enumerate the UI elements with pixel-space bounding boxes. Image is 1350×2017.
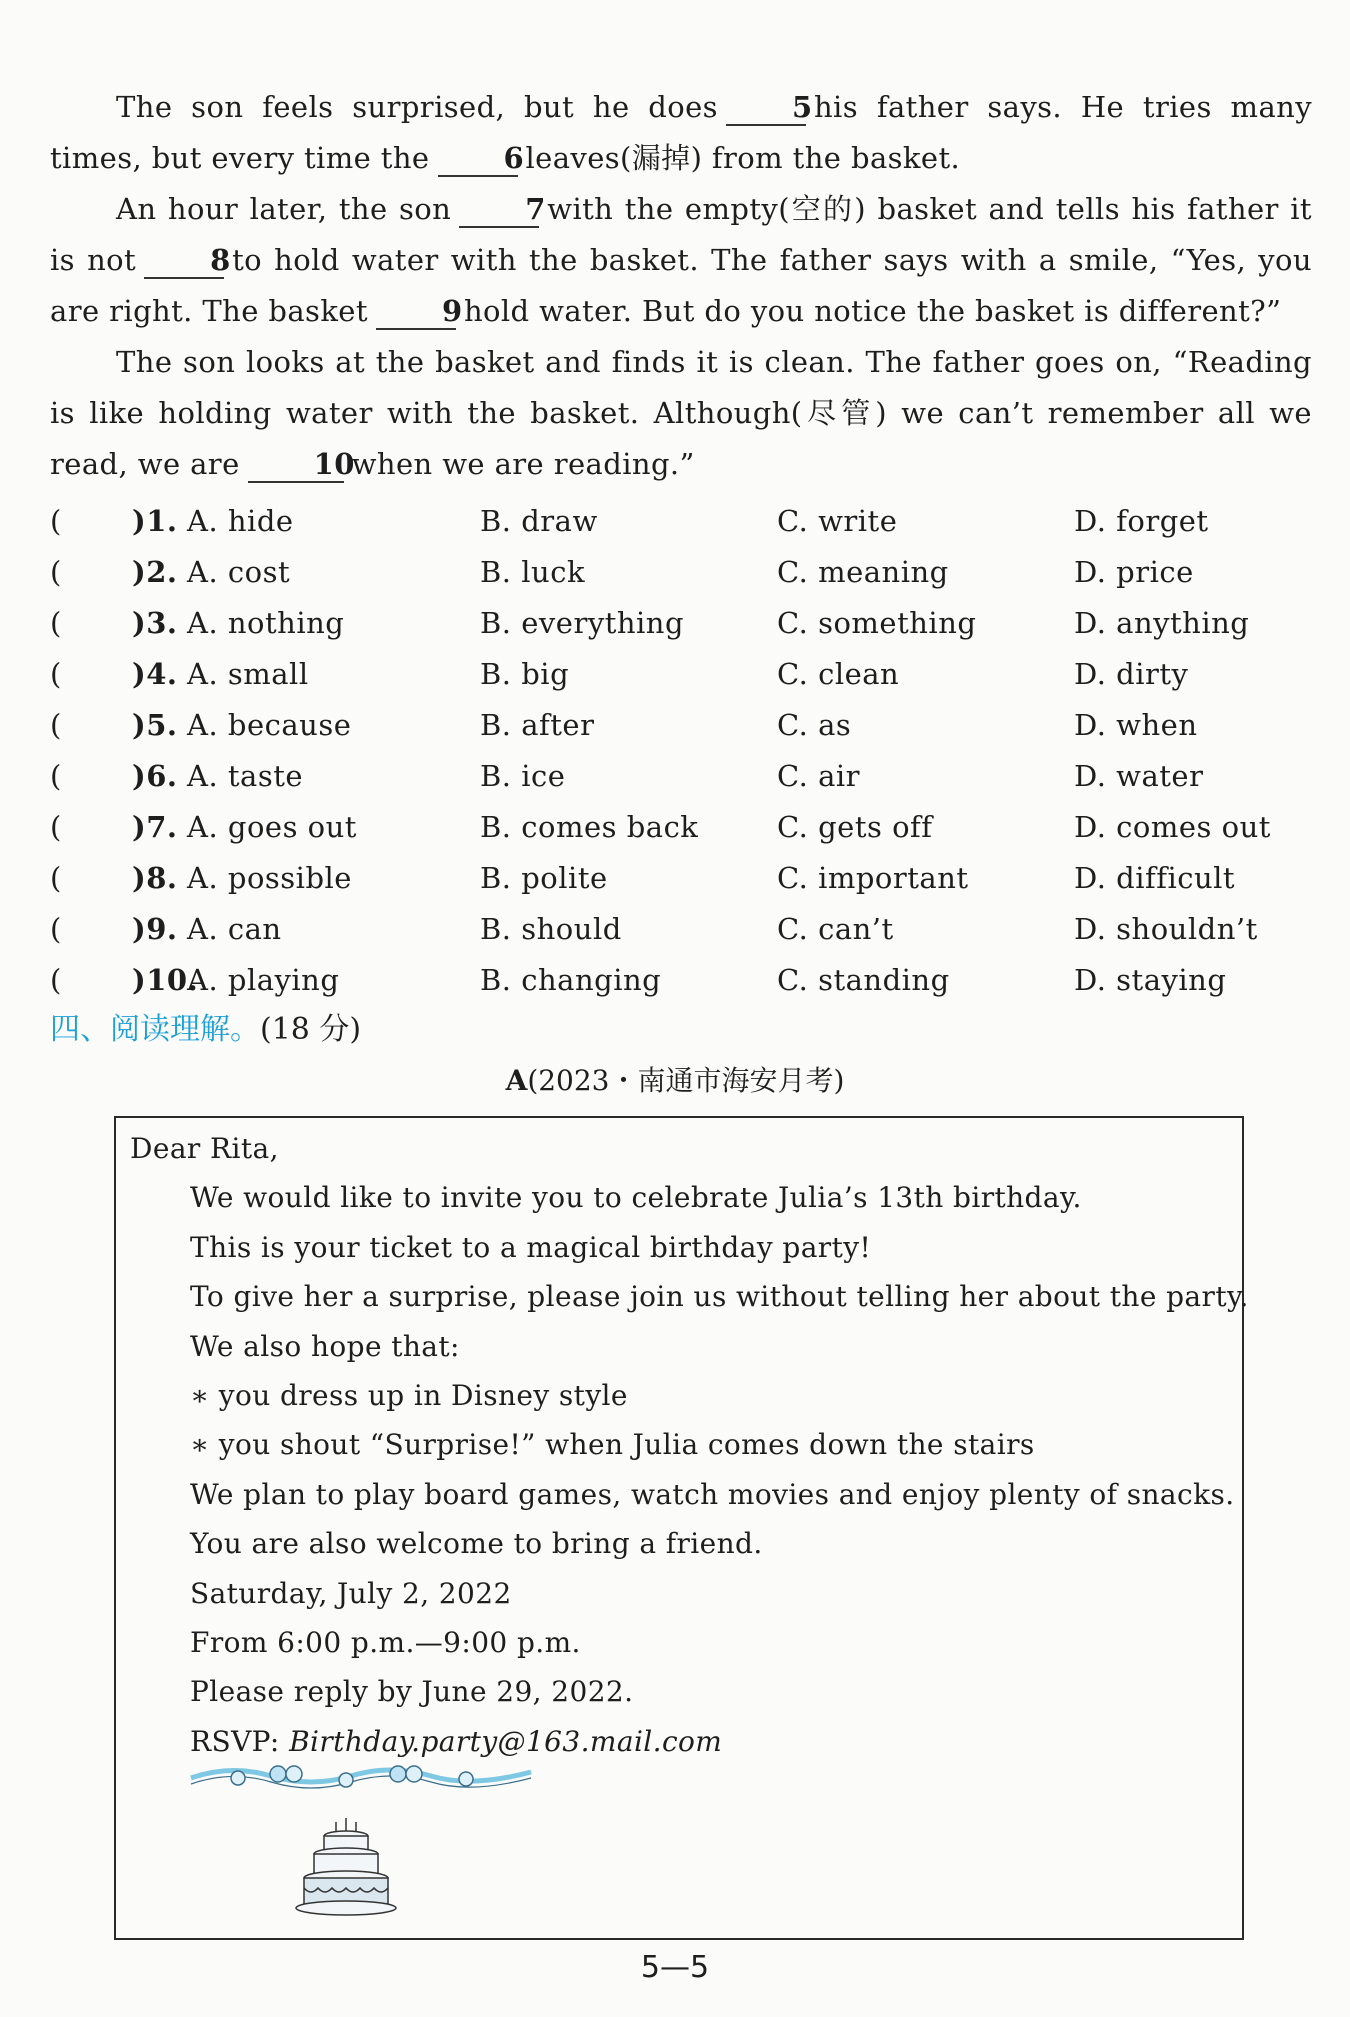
option-d[interactable]: D. shouldn’t — [1074, 912, 1258, 946]
option-b[interactable]: B. everything — [480, 606, 685, 640]
cloze-passage — [50, 82, 1312, 490]
option-c[interactable]: C. clean — [777, 657, 900, 691]
option-c[interactable]: C. important — [777, 861, 969, 895]
option-d[interactable]: D. staying — [1074, 963, 1227, 997]
answer-options — [50, 496, 1312, 1006]
blank-5: 5 — [726, 90, 806, 126]
letter-line: We also hope that: — [190, 1329, 460, 1363]
rsvp-label: RSVP: — [190, 1724, 290, 1758]
birthday-decoration-image — [186, 1758, 546, 1928]
passage-text: hold water. But do you notice the basket is different?” — [463, 294, 1282, 328]
option-a[interactable]: A. hide — [187, 504, 294, 538]
option-b[interactable]: B. ice — [480, 759, 566, 793]
letter-greeting: Dear Rita, — [130, 1132, 279, 1165]
option-c[interactable]: C. as — [777, 708, 852, 742]
question-row — [50, 751, 1312, 802]
option-c[interactable]: C. something — [777, 606, 977, 640]
question-number: )1. — [132, 504, 178, 538]
ribbon-garland-icon — [191, 1766, 531, 1788]
option-a[interactable]: A. can — [187, 912, 282, 946]
option-b[interactable]: B. should — [480, 912, 622, 946]
page-number: 5—5 — [640, 1950, 710, 1985]
passage-paragraph-1 — [50, 82, 1312, 184]
option-a[interactable]: A. playing — [187, 963, 340, 997]
question-number: )8. — [132, 861, 178, 895]
section-title-text: 四、阅读理解。 — [50, 1012, 260, 1047]
rsvp-email: Birthday.party@163.mail.com — [289, 1724, 723, 1758]
answer-bracket[interactable]: ( — [50, 657, 62, 691]
question-number: )6. — [132, 759, 178, 793]
passage-text: The son feels surprised, but he does — [116, 90, 718, 124]
answer-bracket[interactable]: ( — [50, 861, 62, 895]
birthday-cake-icon — [296, 1818, 396, 1915]
letter-line: You are also welcome to bring a friend. — [190, 1527, 763, 1561]
answer-bracket[interactable]: ( — [50, 555, 62, 589]
option-a[interactable]: A. possible — [187, 861, 352, 895]
answer-bracket[interactable]: ( — [50, 606, 62, 640]
option-a[interactable]: A. cost — [187, 555, 291, 589]
answer-bracket[interactable]: ( — [50, 912, 62, 946]
option-d[interactable]: D. forget — [1074, 504, 1209, 538]
letter-bullet: ∗ you shout “Surprise!” when Julia comes down the stairs — [190, 1428, 1035, 1462]
passage-a-heading — [0, 1058, 1350, 1104]
passage-text: his father says. He tries many times, but every time the — [50, 90, 1312, 175]
question-row — [50, 853, 1312, 904]
passage-text: The son looks at the basket and finds it is clean. The father goes on, “Reading is like holding water with the basket. Although(尽管) we can’t remember all we read, we are — [50, 345, 1312, 481]
letter-line: To give her a surprise, please join us without telling her about the party. — [190, 1280, 1249, 1314]
option-b[interactable]: B. changing — [480, 963, 662, 997]
question-row — [50, 955, 1312, 1006]
answer-bracket[interactable]: ( — [50, 759, 62, 793]
passage-label: A — [505, 1064, 528, 1097]
option-b[interactable]: B. polite — [480, 861, 608, 895]
option-a[interactable]: A. goes out — [187, 810, 357, 844]
passage-text: An hour later, the son — [116, 192, 452, 226]
passage-paragraph-3 — [50, 337, 1312, 490]
question-number: )3. — [132, 606, 178, 640]
blank-9: 9 — [376, 294, 456, 330]
option-b[interactable]: B. draw — [480, 504, 598, 538]
question-row — [50, 598, 1312, 649]
option-d[interactable]: D. difficult — [1074, 861, 1236, 895]
question-row — [50, 904, 1312, 955]
option-b[interactable]: B. comes back — [480, 810, 699, 844]
blank-6: 6 — [438, 141, 518, 177]
blank-7: 7 — [459, 192, 539, 228]
option-c[interactable]: C. gets off — [777, 810, 933, 844]
option-a[interactable]: A. taste — [187, 759, 304, 793]
option-d[interactable]: D. anything — [1074, 606, 1250, 640]
question-number: )9. — [132, 912, 178, 946]
option-c[interactable]: C. standing — [777, 963, 950, 997]
letter-time: From 6:00 p.m.—9:00 p.m. — [190, 1626, 581, 1660]
option-d[interactable]: D. when — [1074, 708, 1198, 742]
blank-8: 8 — [144, 243, 224, 279]
option-c[interactable]: C. can’t — [777, 912, 894, 946]
option-a[interactable]: A. because — [187, 708, 352, 742]
answer-bracket[interactable]: ( — [50, 963, 62, 997]
question-row — [50, 802, 1312, 853]
question-row — [50, 649, 1312, 700]
option-b[interactable]: B. big — [480, 657, 570, 691]
blank-10: 10 — [248, 447, 344, 483]
answer-bracket[interactable]: ( — [50, 708, 62, 742]
option-d[interactable]: D. price — [1074, 555, 1194, 589]
option-b[interactable]: B. luck — [480, 555, 586, 589]
passage-paragraph-2 — [50, 184, 1312, 337]
option-d[interactable]: D. comes out — [1074, 810, 1271, 844]
letter-line: We would like to invite you to celebrate Julia’s 13th birthday. — [190, 1181, 1082, 1215]
option-d[interactable]: D. dirty — [1074, 657, 1189, 691]
option-c[interactable]: C. air — [777, 759, 861, 793]
option-b[interactable]: B. after — [480, 708, 595, 742]
question-row — [50, 547, 1312, 598]
option-a[interactable]: A. small — [187, 657, 309, 691]
option-d[interactable]: D. water — [1074, 759, 1204, 793]
question-row — [50, 496, 1312, 547]
answer-bracket[interactable]: ( — [50, 810, 62, 844]
letter-line: This is your ticket to a magical birthday party! — [190, 1230, 872, 1264]
question-number: )2. — [132, 555, 178, 589]
passage-text: leaves(漏掉) from the basket. — [525, 141, 961, 175]
option-a[interactable]: A. nothing — [187, 606, 345, 640]
passage-text: to hold water with the basket. The father says with a smile, “Yes, you are right. The basket — [50, 243, 1312, 328]
letter-bullet: ∗ you dress up in Disney style — [190, 1379, 628, 1413]
letter-line: We plan to play board games, watch movies and enjoy plenty of snacks. — [190, 1477, 1235, 1511]
passage-source: (2023・南通市海安月考) — [527, 1064, 845, 1097]
letter-reply-deadline: Please reply by June 29, 2022. — [190, 1675, 634, 1709]
section-title — [50, 1006, 361, 1054]
passage-text: when we are reading.” — [351, 447, 695, 481]
letter-date: Saturday, July 2, 2022 — [190, 1576, 512, 1610]
answer-bracket[interactable]: ( — [50, 504, 62, 538]
invitation-letter — [130, 1124, 1249, 1766]
option-c[interactable]: C. meaning — [777, 555, 949, 589]
question-number: )10. — [132, 963, 199, 997]
question-number: )5. — [132, 708, 178, 742]
question-number: )7. — [132, 810, 178, 844]
question-row — [50, 700, 1312, 751]
passage-text: with the empty(空的) basket and tells his father it is not — [50, 192, 1312, 277]
option-c[interactable]: C. write — [777, 504, 898, 538]
question-number: )4. — [132, 657, 178, 691]
section-points: (18 分) — [260, 1012, 362, 1047]
invitation-letter-box — [114, 1116, 1249, 1940]
